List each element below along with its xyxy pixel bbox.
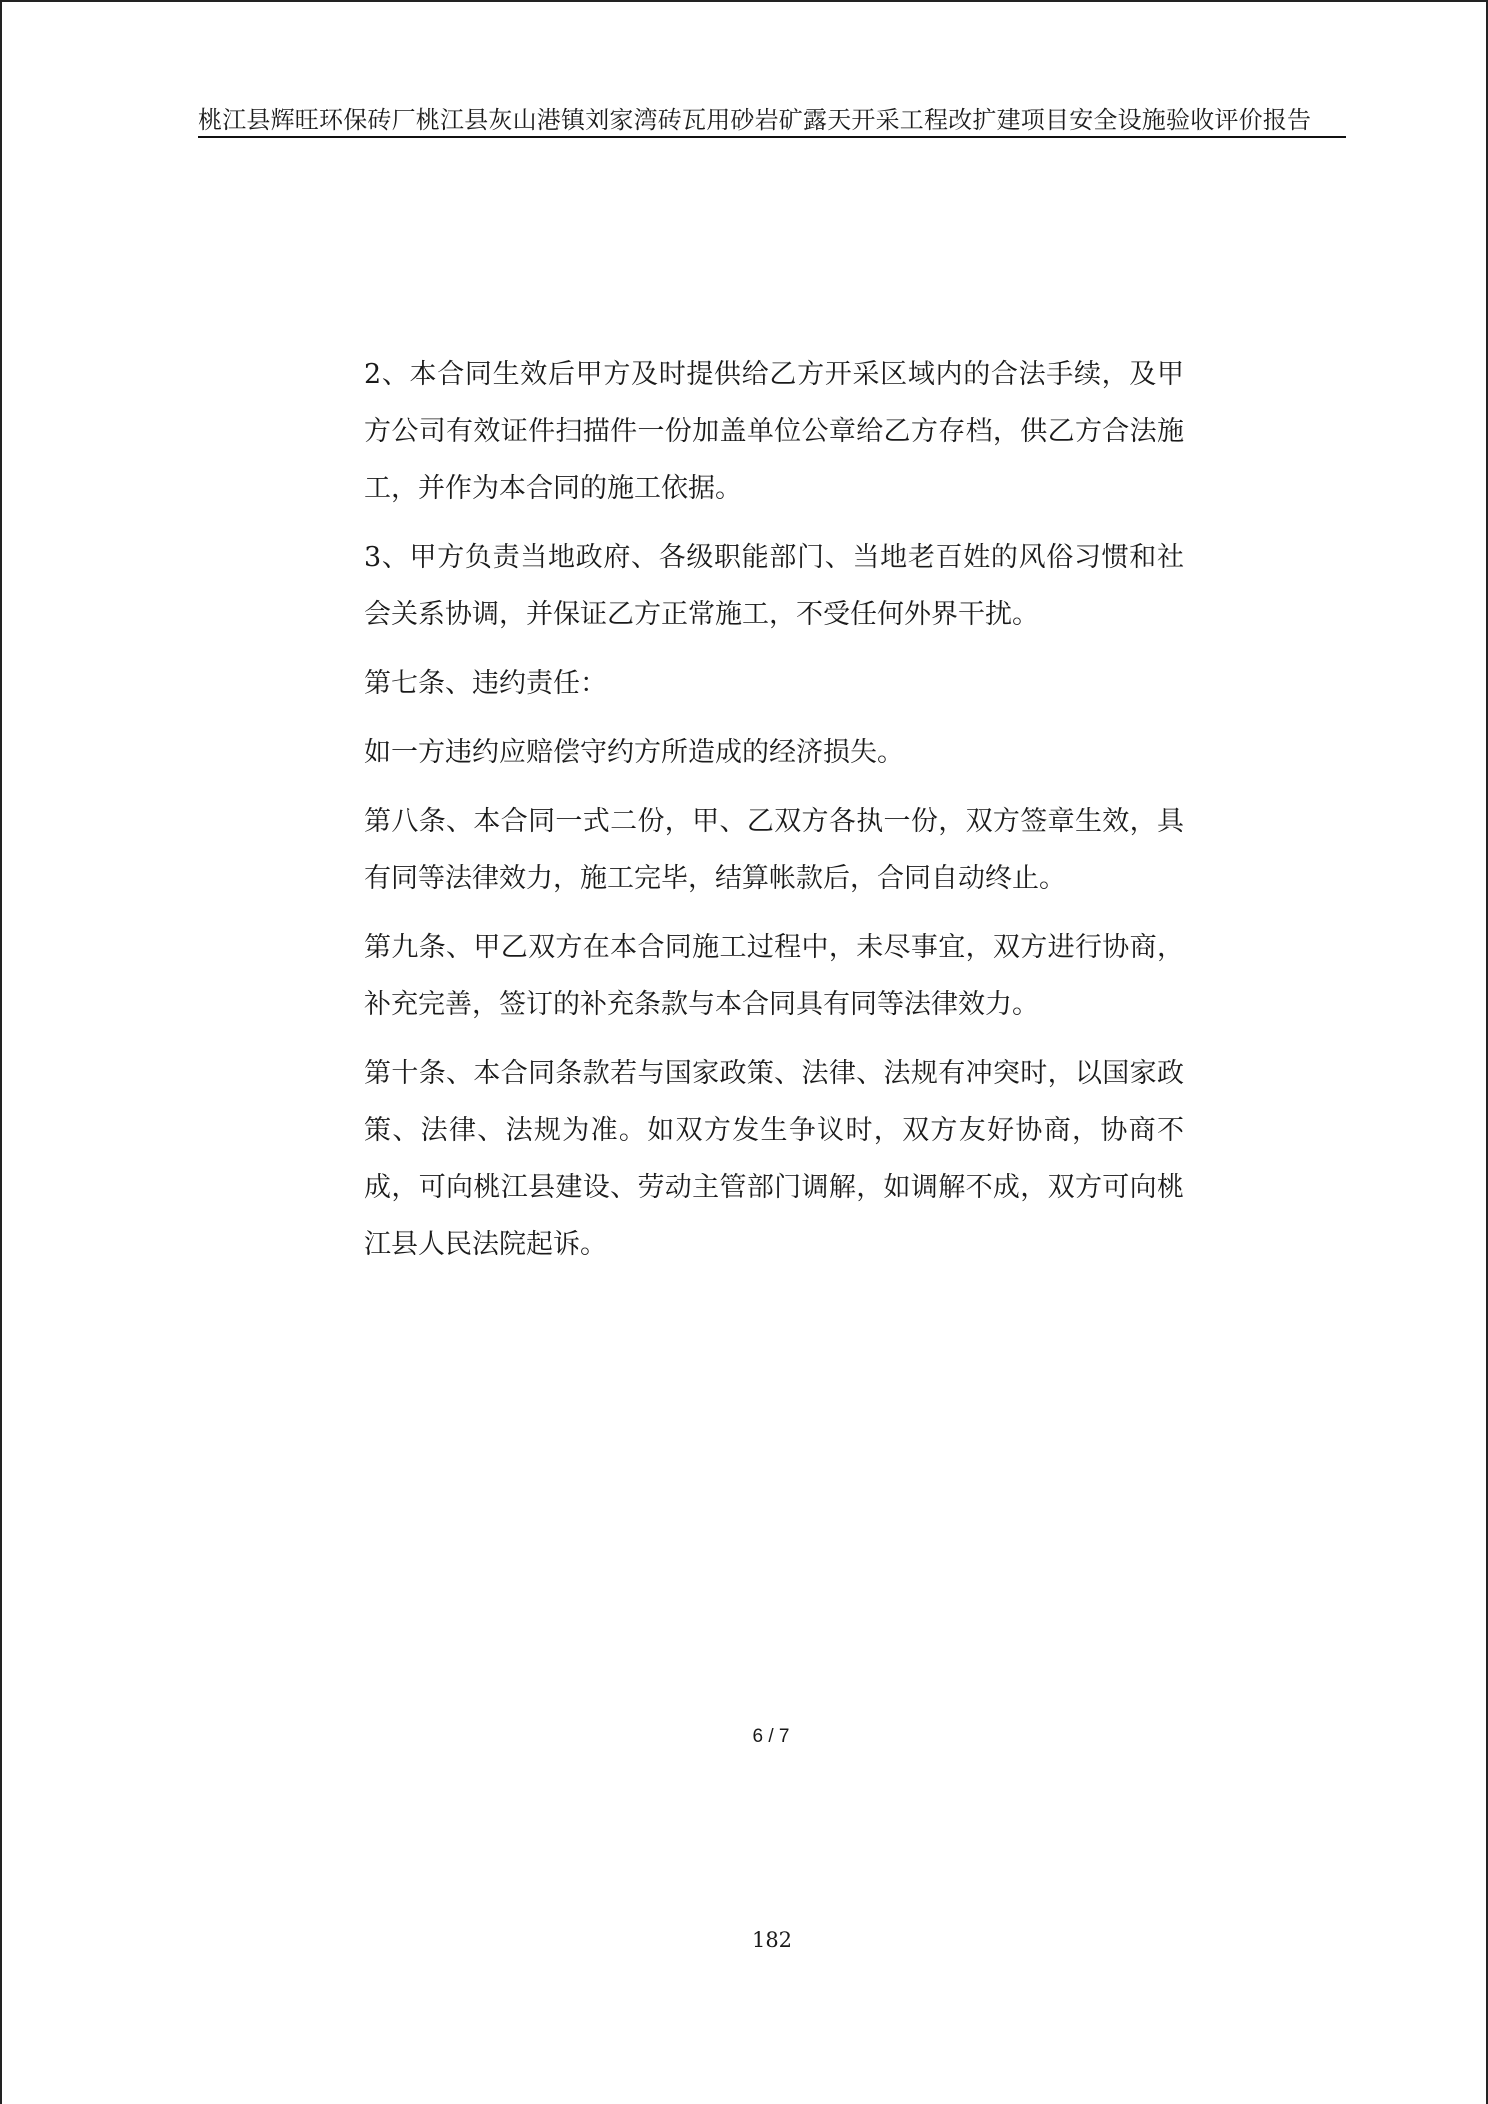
contract-page-counter: 6 / 7 (752, 1726, 790, 1747)
paragraph-breach-compensation: 如一方违约应赔偿守约方所造成的经济损失。 (364, 737, 904, 768)
running-header: 桃江县辉旺环保砖厂桃江县灰山港镇刘家湾砖瓦用砂岩矿露天开采工程改扩建项目安全设施验收评价报告 (198, 106, 1312, 134)
report-page-number: 182 (751, 1928, 793, 1952)
paragraph-article-10: 第十条、本合同条款若与国家政策、法律、法规有冲突时，以国家政策、法律、法规为准。如双方发生争议时，双方友好协商，协商不成，可向桃江县建设、劳动主管部门调解，如调解不成，双方可向桃江县人民法院起诉。 (364, 1058, 1184, 1260)
heading-article-7: 第七条、违约责任： (364, 668, 607, 699)
document-body (364, 346, 1184, 1285)
paragraph-clause-3: 3、甲方负责当地政府、各级职能部门、当地老百姓的风俗习惯和社会关系协调，并保证乙方正常施工，不受任何外界干扰。 (364, 542, 1184, 630)
page-border-left (0, 0, 2, 2104)
paragraph-article-9: 第九条、甲乙双方在本合同施工过程中，未尽事宜，双方进行协商，补充完善，签订的补充条款与本合同具有同等法律效力。 (364, 932, 1184, 1020)
header-rule (198, 136, 1346, 138)
paragraph-clause-2: 2、本合同生效后甲方及时提供给乙方开采区域内的合法手续，及甲方公司有效证件扫描件一份加盖单位公章给乙方存档，供乙方合法施工，并作为本合同的施工依据。 (364, 359, 1184, 504)
paragraph-article-8: 第八条、本合同一式二份，甲、乙双方各执一份，双方签章生效，具有同等法律效力，施工完毕，结算帐款后，合同自动终止。 (364, 806, 1184, 894)
page-border-top (0, 0, 1488, 2)
